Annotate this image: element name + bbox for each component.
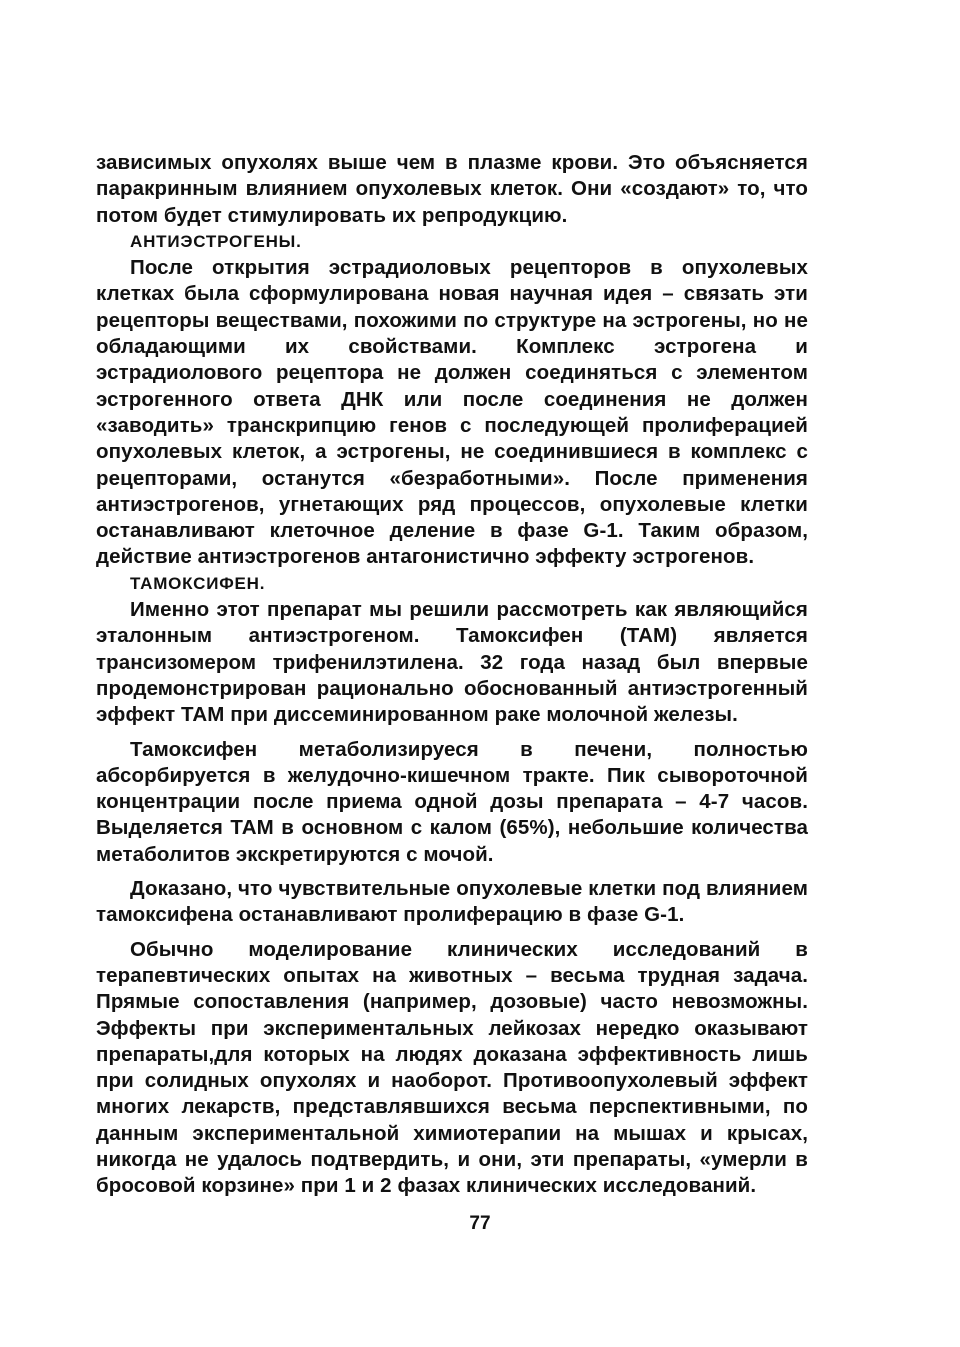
tamoxifen-paragraph-1: Именно этот препарат мы решили рассмотреть как являющийся эталонным антиэстрогеном. Тамоксифен (ТАМ) является трансизомером трифенилэтилена. 32 года назад был впервые продемонстрирован рационально обоснованный антиэстрогенный эффект ТАМ при диссеминированном раке молочной железы.	[96, 598, 808, 727]
page-body	[96, 150, 808, 1200]
page-number: 77	[469, 1213, 491, 1234]
section-heading-tamoxifen: ТАМОКСИФЕН.	[130, 573, 266, 593]
section-heading-antiestrogens: АНТИЭСТРОГЕНЫ.	[130, 231, 302, 251]
tamoxifen-paragraph-3: Доказано, что чувствительные опухолевые клетки под влиянием тамоксифена останавливают пролиферацию в фазе G-1.	[96, 877, 808, 927]
tamoxifen-paragraph-2: Тамоксифен метаболизируеся в печени, полностью абсорбируется в желудочно-кишечном тракте. Пик сывороточной концентрации после приема одной дозы препарата – 4-7 часов. Выделяется ТАМ в основном с калом (65%), небольшие количества метаболитов экскретируются с мочой.	[96, 737, 808, 866]
tamoxifen-paragraph-4: Обычно моделирование клинических исследований в терапевтических опытах на животных – весьма трудная задача. Прямые сопоставления (например, дозовые) часто невозможны. Эффекты при экспериментальных лейкозах нередко оказывают препараты,для которых на людях доказана эффективность лишь при солидных опухолях и наоборот. Противоопухолевый эффект многих лекарств, представлявшихся весьма перспективными, по данным экспериментальной химиотерапии на мышах и крысах, никогда не удалось подтвердить, и они, эти препараты, «умерли в бросовой корзине» при 1 и 2 фазах клинических исследований.	[96, 937, 808, 1198]
antiestrogens-paragraph: После открытия эстрадиоловых рецепторов в опухолевых клетках была сформулирована новая научная идея – связать эти рецепторы веществами, похожими по структуре на эстрогены, но не обладающими их свойствами. Комплекс эстрогена и эстрадиолового рецептора не должен соединяться с элементом эстрогенного ответа ДНК или после соединения не должен «заводить» транскрипцию генов с последующей пролиферацией опухолевых клеток, а эстрогены, не соединившиеся в комплекс с рецепторами, останутся «безработными». После применения антиэстрогенов, угнетающих ряд процессов, опухолевые клетки останавливают клеточное деление в фазе G-1. Таким образом, действие антиэстрогенов антагонистично эффекту эстрогенов.	[96, 256, 808, 569]
continuation-paragraph: зависимых опухолях выше чем в плазме крови. Это объясняется паракринным влиянием опухолевых клеток. Они «создают» то, что потом будет стимулировать их репродукцию.	[96, 151, 808, 227]
